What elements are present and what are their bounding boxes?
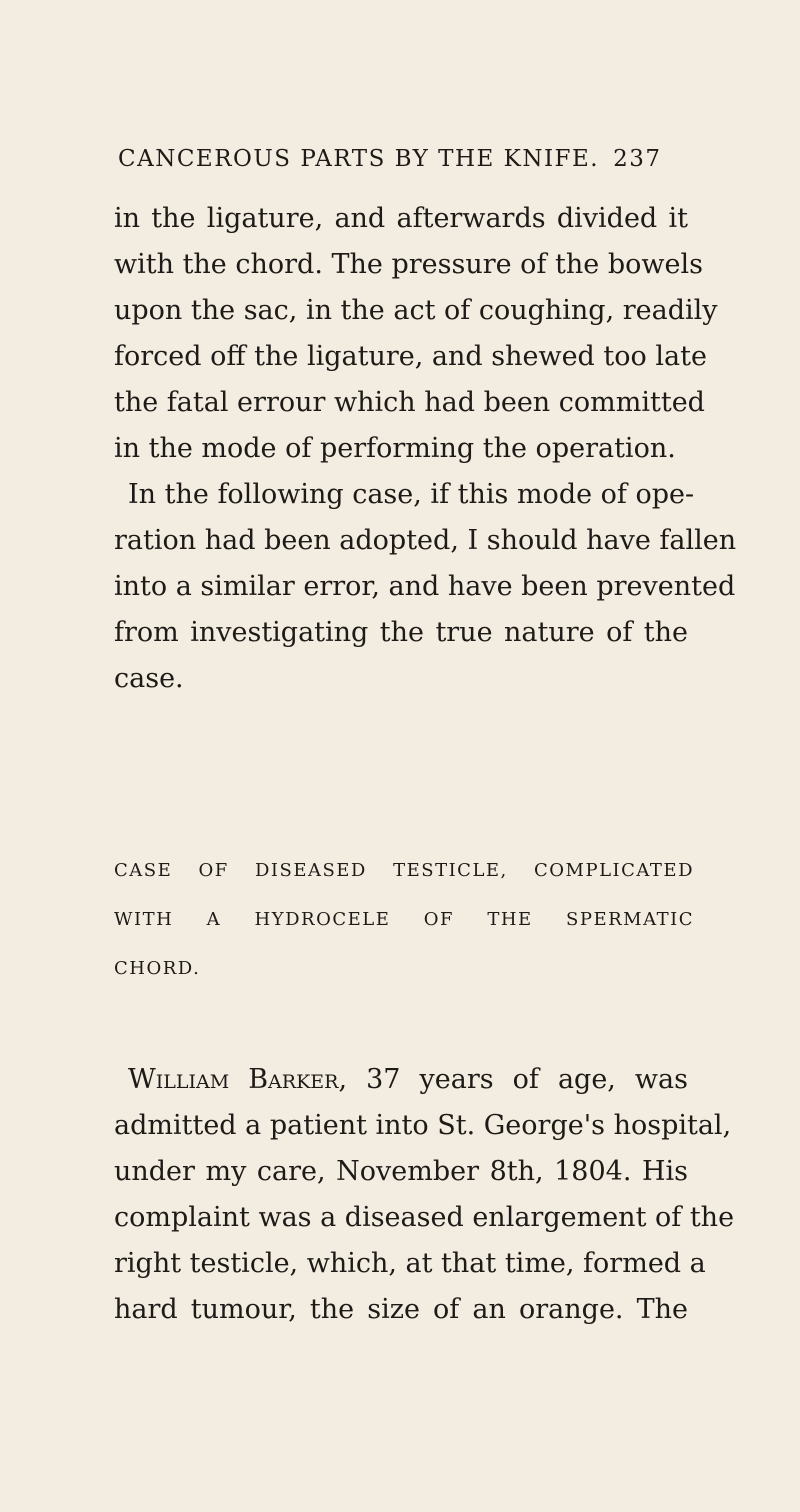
heading-line: WITH A HYDROCELE OF THE SPERMATIC (114, 909, 694, 930)
paragraph-1 (114, 196, 737, 702)
heading-line: CHORD. (114, 958, 201, 979)
text-line: admitted a patient into St. George's hospital, (114, 1110, 732, 1141)
text-line: in the mode of performing the operation. (114, 433, 676, 464)
text-line: under my care, November 8th, 1804. His (114, 1156, 688, 1187)
text-line: right testicle, which, at that time, formed a (114, 1248, 706, 1279)
text-line: complaint was a diseased enlargement of the (114, 1202, 735, 1233)
heading-line: CASE OF DISEASED TESTICLE, COMPLICATED (114, 860, 694, 881)
text-line: from investigating the true nature of the (114, 617, 688, 648)
text-line: forced off the ligature, and shewed too late (114, 341, 707, 372)
text-line (114, 1057, 688, 1103)
running-header (118, 146, 738, 172)
text-line: the fatal errour which had been committed (114, 387, 705, 418)
text-line: with the chord. The pressure of the bowels (114, 249, 703, 280)
text-line: upon the sac, in the act of coughing, readily (114, 295, 718, 326)
text-line: ration had been adopted, I should have fallen (114, 525, 737, 556)
running-title: CANCEROUS PARTS BY THE KNIFE. (118, 146, 600, 172)
page-number: 237 (613, 146, 662, 172)
text-line: case. (114, 663, 184, 694)
paragraph-2 (114, 1057, 735, 1333)
text-line: into a similar error, and have been prevented (114, 571, 736, 602)
text-fragment: 37 years of age, was (347, 1064, 688, 1095)
text-line: In the following case, if this mode of ope- (128, 479, 695, 510)
case-heading (114, 846, 694, 993)
patient-name: William Barker, (128, 1064, 348, 1095)
text-line: hard tumour, the size of an orange. The (114, 1294, 688, 1325)
text-line: in the ligature, and afterwards divided it (114, 203, 688, 234)
